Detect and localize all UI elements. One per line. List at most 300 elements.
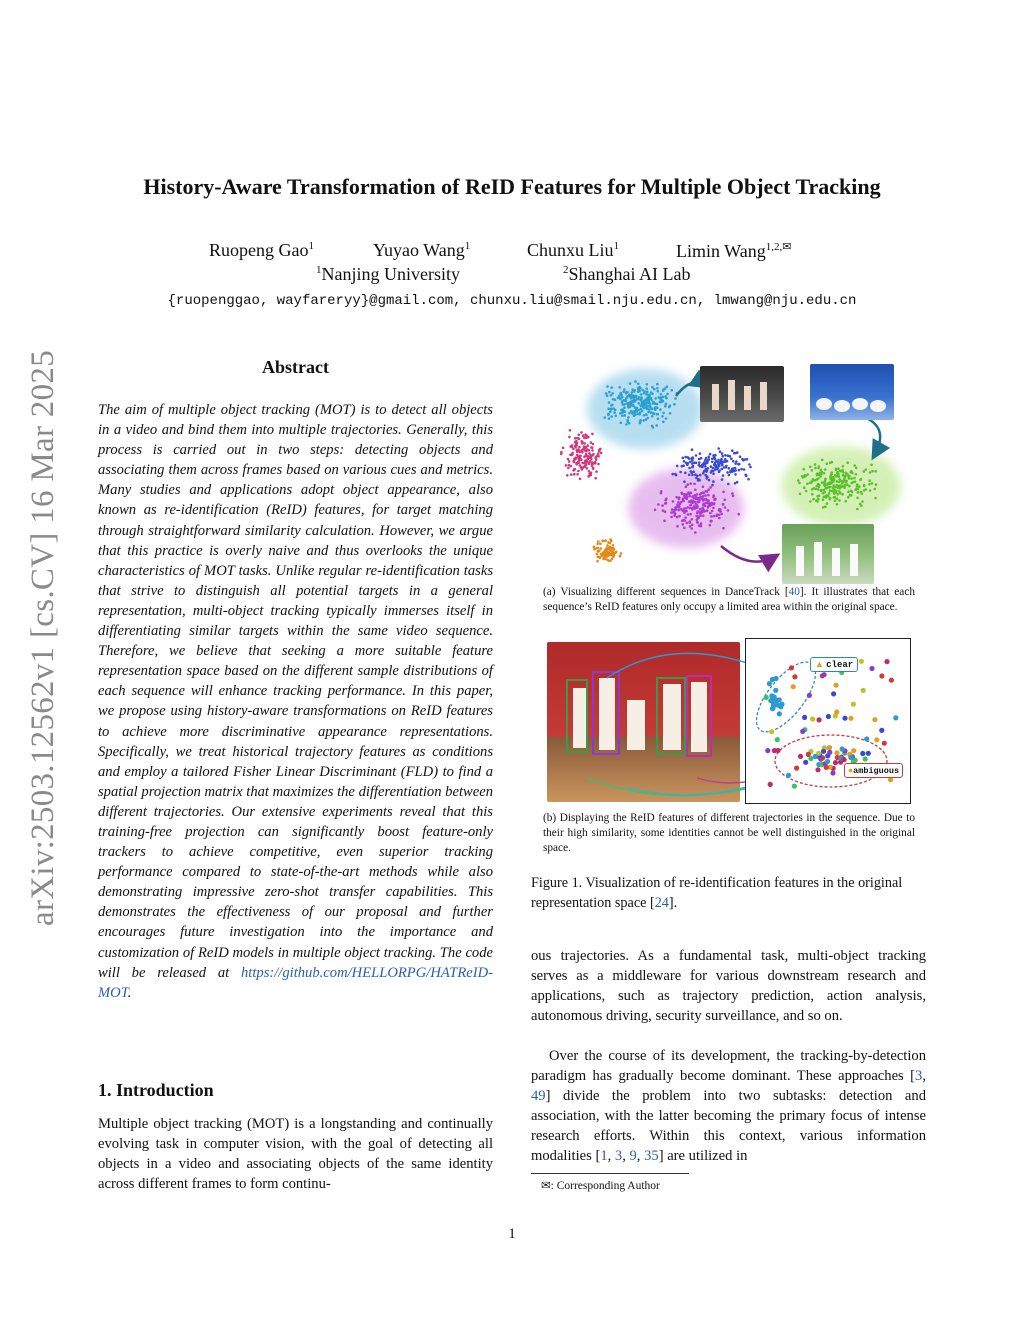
scatter-point [738, 463, 741, 466]
scatter-point [722, 474, 725, 477]
cluster-points-pink [560, 429, 603, 480]
scatter-point [657, 390, 660, 393]
scatter-point [638, 386, 641, 389]
scatter-point [711, 484, 714, 487]
scatter-point [577, 470, 580, 473]
scatter-point [833, 489, 836, 492]
scatter-point [839, 470, 842, 473]
scatter-point [643, 392, 646, 395]
scatter-point [619, 555, 622, 558]
scatter-point [723, 499, 726, 502]
affiliation-1: $^1$Nanjing University [316, 264, 460, 284]
scatter-point [731, 492, 734, 495]
scatter-point [676, 516, 679, 519]
scatter-point [709, 486, 712, 489]
scatter-point [792, 674, 797, 679]
scatter-point [814, 467, 817, 470]
scatter-point [598, 549, 601, 552]
scatter-point [597, 452, 600, 455]
scatter-point [580, 431, 583, 434]
scatter-point [662, 509, 665, 512]
scatter-point [732, 495, 735, 498]
figure-1b-caption: (b) Displaying the ReID features of different trajectories in the sequence. Due to their high similarity, some identities cannot be well distinguished in the original space. [543, 812, 915, 854]
scatter-point [578, 460, 581, 463]
scatter-point [596, 553, 599, 556]
scatter-point [609, 538, 612, 541]
scatter-point [863, 756, 868, 761]
scatter-point [817, 488, 820, 491]
scatter-point [651, 425, 654, 428]
scatter-point [606, 547, 609, 550]
scatter-point [711, 461, 714, 464]
scatter-point [699, 452, 702, 455]
scatter-point [633, 398, 636, 401]
scatter-point [809, 482, 812, 485]
scatter-point [798, 482, 801, 485]
scatter-point [722, 503, 725, 506]
scatter-point [695, 454, 698, 457]
scatter-point [660, 393, 663, 396]
scatter-point [621, 414, 624, 417]
scatter-point [848, 716, 853, 721]
scatter-point [653, 388, 656, 391]
scatter-point [842, 474, 845, 477]
scatter-point [636, 407, 639, 410]
scatter-point [577, 448, 580, 451]
scatter-point [842, 471, 845, 474]
scatter-point [843, 479, 846, 482]
scatter-point [841, 482, 844, 485]
scatter-point [687, 456, 690, 459]
scatter-point [589, 454, 592, 457]
clear-label: ▲ clear [810, 657, 858, 672]
scatter-point [856, 485, 859, 488]
scatter-point [727, 454, 730, 457]
scatter-point [847, 496, 850, 499]
citation-link-40[interactable]: 40 [788, 586, 800, 598]
scatter-point [568, 464, 571, 467]
scatter-point [622, 403, 625, 406]
scatter-point [814, 463, 817, 466]
scatter-point [687, 513, 690, 516]
scatter-point [597, 547, 600, 550]
scatter-point [830, 770, 835, 775]
scatter-point [684, 456, 687, 459]
scatter-point [704, 494, 707, 497]
scatter-point [702, 492, 705, 495]
scatter-point [590, 441, 593, 444]
scatter-point [860, 751, 865, 756]
figure-1a-caption: (a) Visualizing different sequences in DanceTrack [40]. It illustrates that each sequence’s ReID features only occupy a limited area within the original space. [543, 586, 915, 613]
scatter-point [834, 709, 839, 714]
scatter-point [809, 466, 812, 469]
scatter-point [860, 505, 863, 508]
scatter-point [593, 545, 596, 548]
scatter-point [639, 412, 642, 415]
scatter-point [713, 457, 716, 460]
scatter-point [683, 511, 686, 514]
scatter-point [847, 490, 850, 493]
scatter-point [836, 503, 839, 506]
scatter-point [610, 408, 613, 411]
abstract-body [98, 400, 493, 1003]
scatter-point [803, 468, 806, 471]
scatter-point [731, 449, 734, 452]
scatter-point [743, 468, 746, 471]
scatter-point [822, 672, 827, 677]
scatter-point [696, 517, 699, 520]
scatter-point [665, 397, 668, 400]
scatter-point [738, 469, 741, 472]
scatter-point [721, 468, 724, 471]
scatter-point [662, 389, 665, 392]
scatter-point [690, 470, 693, 473]
scatter-point [572, 448, 575, 451]
scatter-point [645, 404, 648, 407]
scatter-point [846, 483, 849, 486]
scatter-point [740, 468, 743, 471]
scatter-point [630, 410, 633, 413]
scatter-point [698, 511, 701, 514]
scatter-point [709, 453, 712, 456]
scatter-point [868, 483, 871, 486]
scatter-point [849, 471, 852, 474]
scatter-point [699, 524, 702, 527]
scatter-point [807, 693, 812, 698]
scatter-point [889, 678, 894, 683]
scatter-point [645, 393, 648, 396]
scatter-point [846, 461, 849, 464]
scatter-point [614, 399, 617, 402]
scatter-point [800, 729, 805, 734]
scatter-point [693, 483, 696, 486]
scatter-point [583, 445, 586, 448]
scatter-point [639, 422, 642, 425]
scatter-point [568, 436, 571, 439]
scatter-point [673, 403, 676, 406]
scatter-point [748, 463, 751, 466]
scatter-point [803, 760, 808, 765]
scatter-point [836, 497, 839, 500]
scatter-point [612, 556, 615, 559]
scatter-point [857, 487, 860, 490]
right-column-paragraph-2: Over the course of its development, the tracking-by-detection paradigm has gradually become dominant. These approaches [3, 49] divide the problem into two subtasks: detection and association, with the latter becoming the primary focus of intense research efforts. Within this context, various information modalities [1, 3, 9, 35] are utilized in [531, 1048, 926, 1165]
scatter-point [837, 475, 840, 478]
abstract-text: The aim of multiple object tracking (MOT) is to detect all objects in a video and bind them into multiple trajectories. Generally, this process is carried out in two steps: detecting objects and associating them across frames based on various cues and metrics. Many studies and applications adopt object appearance, also known as re-identification (ReID) features, for target matching through straightforward similarity calculation. However, we argue that this practice is overly naive and thus overlooks the unique characteristics of MOT tasks. Unlike regular re-identification tasks that strive to distinguish all potential targets in a general representation, multi-object tracking typically immerses itself in differentiating similar targets within the same video sequence. Therefore, we believe that seeking a more suitable feature representation space based on the different sample distributions of each sequence will enhance tracking performance. In this paper, we propose using history-aware transformations on ReID features to achieve more discriminative appearance representations. Specifically, we treat historical trajectory features as conditions and employ a tailored Fisher Linear Discriminant (FLD) to find a spatial projection matrix that maximizes the differentiation between different trajectories. Our extensive experiments reveal that this training-free projection can significantly boost feature-only trackers to achieve competitive, even superior tracking performance compared to state-of-the-art methods while also demonstrating impressive zero-shot transfer capabilities. This demonstrates the effectiveness of our proposal and further encourages future investigation into the importance and customization of ReID models in multiple object tracking. The code will be released at [98, 402, 493, 981]
citation-link[interactable]: 3 [614, 1148, 623, 1165]
scatter-point [683, 508, 686, 511]
scatter-point [798, 754, 803, 759]
scatter-point [700, 457, 703, 460]
scatter-point [654, 407, 657, 410]
scatter-point [659, 396, 662, 399]
scatter-point [634, 414, 637, 417]
scatter-point [696, 521, 699, 524]
scatter-point [584, 433, 587, 436]
scatter-point [674, 397, 677, 400]
scatter-point [720, 513, 723, 516]
scatter-point [609, 545, 612, 548]
scatter-point [688, 507, 691, 510]
scatter-point [768, 698, 773, 703]
scatter-point [595, 458, 598, 461]
scatter-point [712, 496, 715, 499]
scatter-point [606, 395, 609, 398]
scatter-point [682, 523, 685, 526]
scatter-point [826, 462, 829, 465]
scatter-point [574, 437, 577, 440]
page-number: 1 [508, 1226, 516, 1242]
scatter-point [713, 464, 716, 467]
scatter-point [638, 388, 641, 391]
scatter-point [816, 500, 819, 503]
citation-link[interactable]: 3 [915, 1068, 923, 1085]
scatter-point [820, 490, 823, 493]
scatter-point [584, 466, 587, 469]
scatter-point [641, 401, 644, 404]
scatter-point [850, 490, 853, 493]
author-3: Chunxu Liu$^1$ [527, 240, 620, 260]
citation-link-24[interactable]: 24 [654, 894, 669, 911]
scatter-point [620, 409, 623, 412]
citation-link[interactable]: 49 [531, 1088, 546, 1105]
scatter-point [612, 544, 615, 547]
citation-link[interactable]: 1 [600, 1148, 608, 1165]
scatter-point [834, 750, 839, 755]
scatter-point [642, 419, 645, 422]
scatter-point [772, 748, 777, 753]
scatter-point [619, 393, 622, 396]
scatter-point [809, 500, 812, 503]
scatter-point [747, 478, 750, 481]
scatter-point [691, 508, 694, 511]
scatter-point [728, 474, 731, 477]
scatter-point [823, 472, 826, 475]
scatter-point [607, 414, 610, 417]
scatter-point [821, 481, 824, 484]
scatter-point [686, 498, 689, 501]
scatter-point [861, 688, 866, 693]
scatter-point [821, 459, 824, 462]
scatter-point [768, 782, 773, 787]
scatter-point [567, 467, 570, 470]
scatter-point [683, 480, 686, 483]
scatter-point [674, 473, 677, 476]
code-repository-link[interactable]: https://github.com/HELLORPG/HATReID-MOT [98, 964, 493, 1001]
dance-photo-outdoor [782, 524, 874, 584]
scatter-point [879, 673, 884, 678]
scatter-point [632, 394, 635, 397]
scatter-point [712, 467, 715, 470]
scatter-point [864, 736, 869, 741]
scatter-point [829, 476, 832, 479]
scatter-point [596, 560, 599, 563]
scatter-point [708, 479, 711, 482]
scatter-point [827, 750, 832, 755]
scatter-point [689, 525, 692, 528]
scatter-point [665, 402, 668, 405]
scatter-point [643, 414, 646, 417]
scatter-point [835, 484, 838, 487]
scatter-point [838, 499, 841, 502]
scatter-point [603, 551, 606, 554]
scatter-point [727, 509, 730, 512]
scatter-point [817, 483, 820, 486]
scatter-point [648, 408, 651, 411]
scatter-point [676, 525, 679, 528]
scatter-point [581, 442, 584, 445]
scatter-point [611, 552, 614, 555]
scatter-point [594, 461, 597, 464]
scatter-point [662, 396, 665, 399]
scatter-point [694, 531, 697, 534]
scatter-point [641, 410, 644, 413]
scatter-point [732, 460, 735, 463]
scatter-point [855, 467, 858, 470]
scatter-point [623, 388, 626, 391]
scatter-point [827, 494, 830, 497]
scatter-point [844, 500, 847, 503]
scatter-point [650, 399, 653, 402]
scatter-point [608, 417, 611, 420]
scatter-point [666, 385, 669, 388]
scatter-point [650, 411, 653, 414]
scatter-point [855, 473, 858, 476]
scatter-point [810, 716, 815, 721]
scatter-point [815, 767, 820, 772]
scatter-point [603, 416, 606, 419]
scatter-point [749, 466, 752, 469]
footnote: ✉: Corresponding Author [541, 1180, 660, 1192]
scatter-point [851, 748, 856, 753]
scatter-point [611, 392, 614, 395]
scatter-point [694, 494, 697, 497]
scatter-point [680, 501, 683, 504]
scatter-point [822, 506, 825, 509]
scatter-point [657, 503, 660, 506]
scatter-point [869, 666, 874, 671]
scatter-point [857, 491, 860, 494]
scatter-point [789, 665, 794, 670]
scatter-point [610, 394, 613, 397]
citation-link[interactable]: 35 [644, 1148, 659, 1165]
confused-face-icon: ● [848, 765, 854, 775]
scatter-point [613, 411, 616, 414]
scatter-point [691, 518, 694, 521]
scatter-point [843, 487, 846, 490]
scatter-point [662, 412, 665, 415]
scatter-point [662, 400, 665, 403]
scatter-point [656, 383, 659, 386]
scatter-point [707, 502, 710, 505]
scatter-point [724, 506, 727, 509]
scatter-point [686, 463, 689, 466]
ambiguous-label: ●ambiguous [844, 763, 903, 778]
scatter-point [641, 389, 644, 392]
envelope-icon: ✉ [541, 1180, 551, 1192]
scatter-point [585, 450, 588, 453]
scatter-point [661, 504, 664, 507]
scatter-point [695, 461, 698, 464]
scatter-point [806, 473, 809, 476]
scatter-point [725, 460, 728, 463]
scatter-point [791, 684, 796, 689]
scatter-point [730, 457, 733, 460]
dance-photo-blue-stage [810, 364, 894, 420]
scatter-point [874, 497, 877, 500]
scatter-point [684, 472, 687, 475]
scatter-point [650, 407, 653, 410]
scatter-point [823, 482, 826, 485]
scatter-point [623, 406, 626, 409]
scatter-point [696, 512, 699, 515]
scatter-point [734, 462, 737, 465]
scatter-point [648, 394, 651, 397]
scatter-point [716, 514, 719, 517]
scatter-point [813, 487, 816, 490]
scatter-point [583, 456, 586, 459]
scatter-point [647, 417, 650, 420]
citation-link[interactable]: 9 [629, 1148, 637, 1165]
scatter-point [672, 500, 675, 503]
scatter-point [872, 717, 877, 722]
arxiv-identifier-stamp: arXiv:2503.12562v1 [cs.CV] 16 Mar 2025 [25, 350, 61, 926]
scatter-point [786, 773, 791, 778]
scatter-point [701, 498, 704, 501]
scatter-point [716, 468, 719, 471]
scatter-point [871, 470, 874, 473]
scatter-point [638, 409, 641, 412]
scatter-point [849, 494, 852, 497]
scatter-point [804, 474, 807, 477]
scatter-point [676, 503, 679, 506]
scatter-point [664, 499, 667, 502]
scatter-point [713, 515, 716, 518]
scatter-point [726, 471, 729, 474]
scatter-point [703, 462, 706, 465]
scatter-point [737, 513, 740, 516]
scatter-point [824, 765, 829, 770]
scatter-point [663, 520, 666, 523]
scatter-point [618, 386, 621, 389]
scatter-point [638, 402, 641, 405]
scatter-point [712, 472, 715, 475]
scatter-point [597, 455, 600, 458]
scatter-point [794, 766, 799, 771]
scatter-point [711, 510, 714, 513]
scatter-point [588, 449, 591, 452]
scatter-point [704, 465, 707, 468]
scatter-point [697, 479, 700, 482]
scatter-point [684, 516, 687, 519]
scatter-point [664, 387, 667, 390]
scatter-point [792, 784, 797, 789]
scatter-point [722, 527, 725, 530]
figure-1b-trajectory-features [547, 638, 911, 804]
scatter-point [691, 466, 694, 469]
scatter-point [836, 493, 839, 496]
scatter-point [599, 448, 602, 451]
scatter-point [583, 442, 586, 445]
scatter-point [612, 547, 615, 550]
scatter-point [734, 469, 737, 472]
scatter-point [702, 515, 705, 518]
scatter-point [571, 452, 574, 455]
scatter-point [704, 459, 707, 462]
scatter-point [691, 474, 694, 477]
figure-1-caption: Figure 1. Visualization of re-identification features in the original representation space [24]. [531, 875, 903, 911]
scatter-point [704, 504, 707, 507]
